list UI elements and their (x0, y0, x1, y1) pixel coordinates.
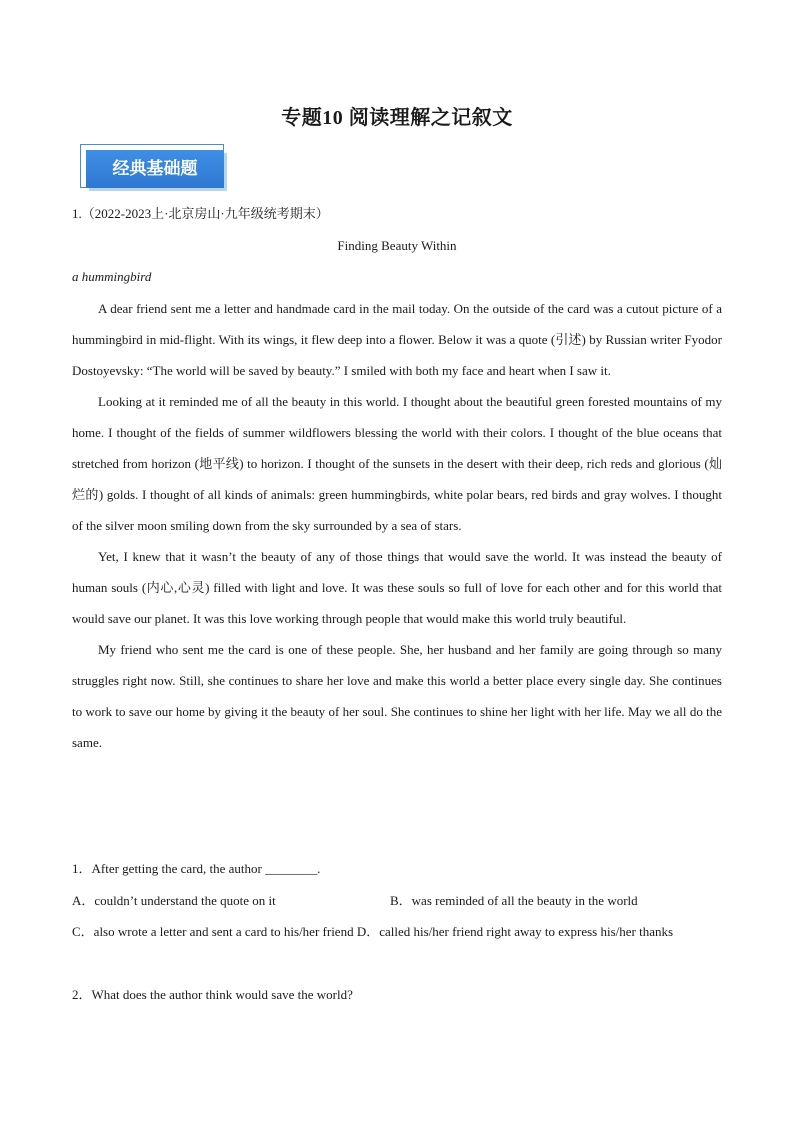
paragraph: Looking at it reminded me of all the beauty in this world. I thought about the beautiful green forested mountains of my home. I thought of the fields of summer wildflowers blessing the world with their colors. I thought of the blue oceans that stretched from horizon (地平线) to horizon. I thought of the sunsets in the desert with their deep, rich reds and glorious (灿烂的) golds. I thought of all kinds of animals: green hummingbirds, white polar bears, red birds and gray wolves. I thought of the silver moon smiling down from the sky surrounded by a sea of stars. (72, 394, 722, 533)
badge-label: 经典基础题 (86, 150, 224, 188)
option-b: B．was reminded of all the beauty in the world (390, 893, 638, 908)
paragraph: My friend who sent me the card is one of these people. She, her husband and her family are going through so many struggles right now. Still, she continues to share her love and make this world a better place every single day. She continues to work to save our home by giving it the beauty of her soul. She continues to shine her light with her life. May we all do the same. (72, 642, 722, 750)
option-a: A．couldn’t understand the quote on it (72, 893, 276, 908)
question-1-stem: 1．After getting the card, the author ________. (72, 861, 321, 876)
story-title: Finding Beauty Within (337, 238, 457, 253)
page-title: 专题10 阅读理解之记叙文 (281, 107, 513, 129)
question-1-options-row-2: C．also wrote a letter and sent a card to his/her friend D．called his/her friend right away to express his/her thanks (72, 924, 674, 939)
image-caption: a hummingbird (72, 269, 152, 284)
passage-body (72, 293, 722, 758)
question-source: 1.（2022-2023上·北京房山·九年级统考期末） (72, 206, 329, 221)
paragraph: A dear friend sent me a letter and handmade card in the mail today. On the outside of the card was a cutout picture of a hummingbird in mid-flight. With its wings, it flew deep into a flower. Below it was a quote (引述) by Russian writer Fyodor Dostoyevsky: “The world will be saved by beauty.” I smiled with both my face and heart when I saw it. (72, 301, 722, 378)
paragraph: Yet, I knew that it wasn’t the beauty of any of those things that would save the world. It was instead the beauty of human souls (内心,心灵) filled with light and love. It was these souls so full of love for each other and for this world that would save our planet. It was this love working through people that would make this world truly beautiful. (72, 549, 722, 626)
question-2-stem: 2．What does the author think would save the world? (72, 987, 353, 1002)
section-badge (80, 144, 230, 192)
